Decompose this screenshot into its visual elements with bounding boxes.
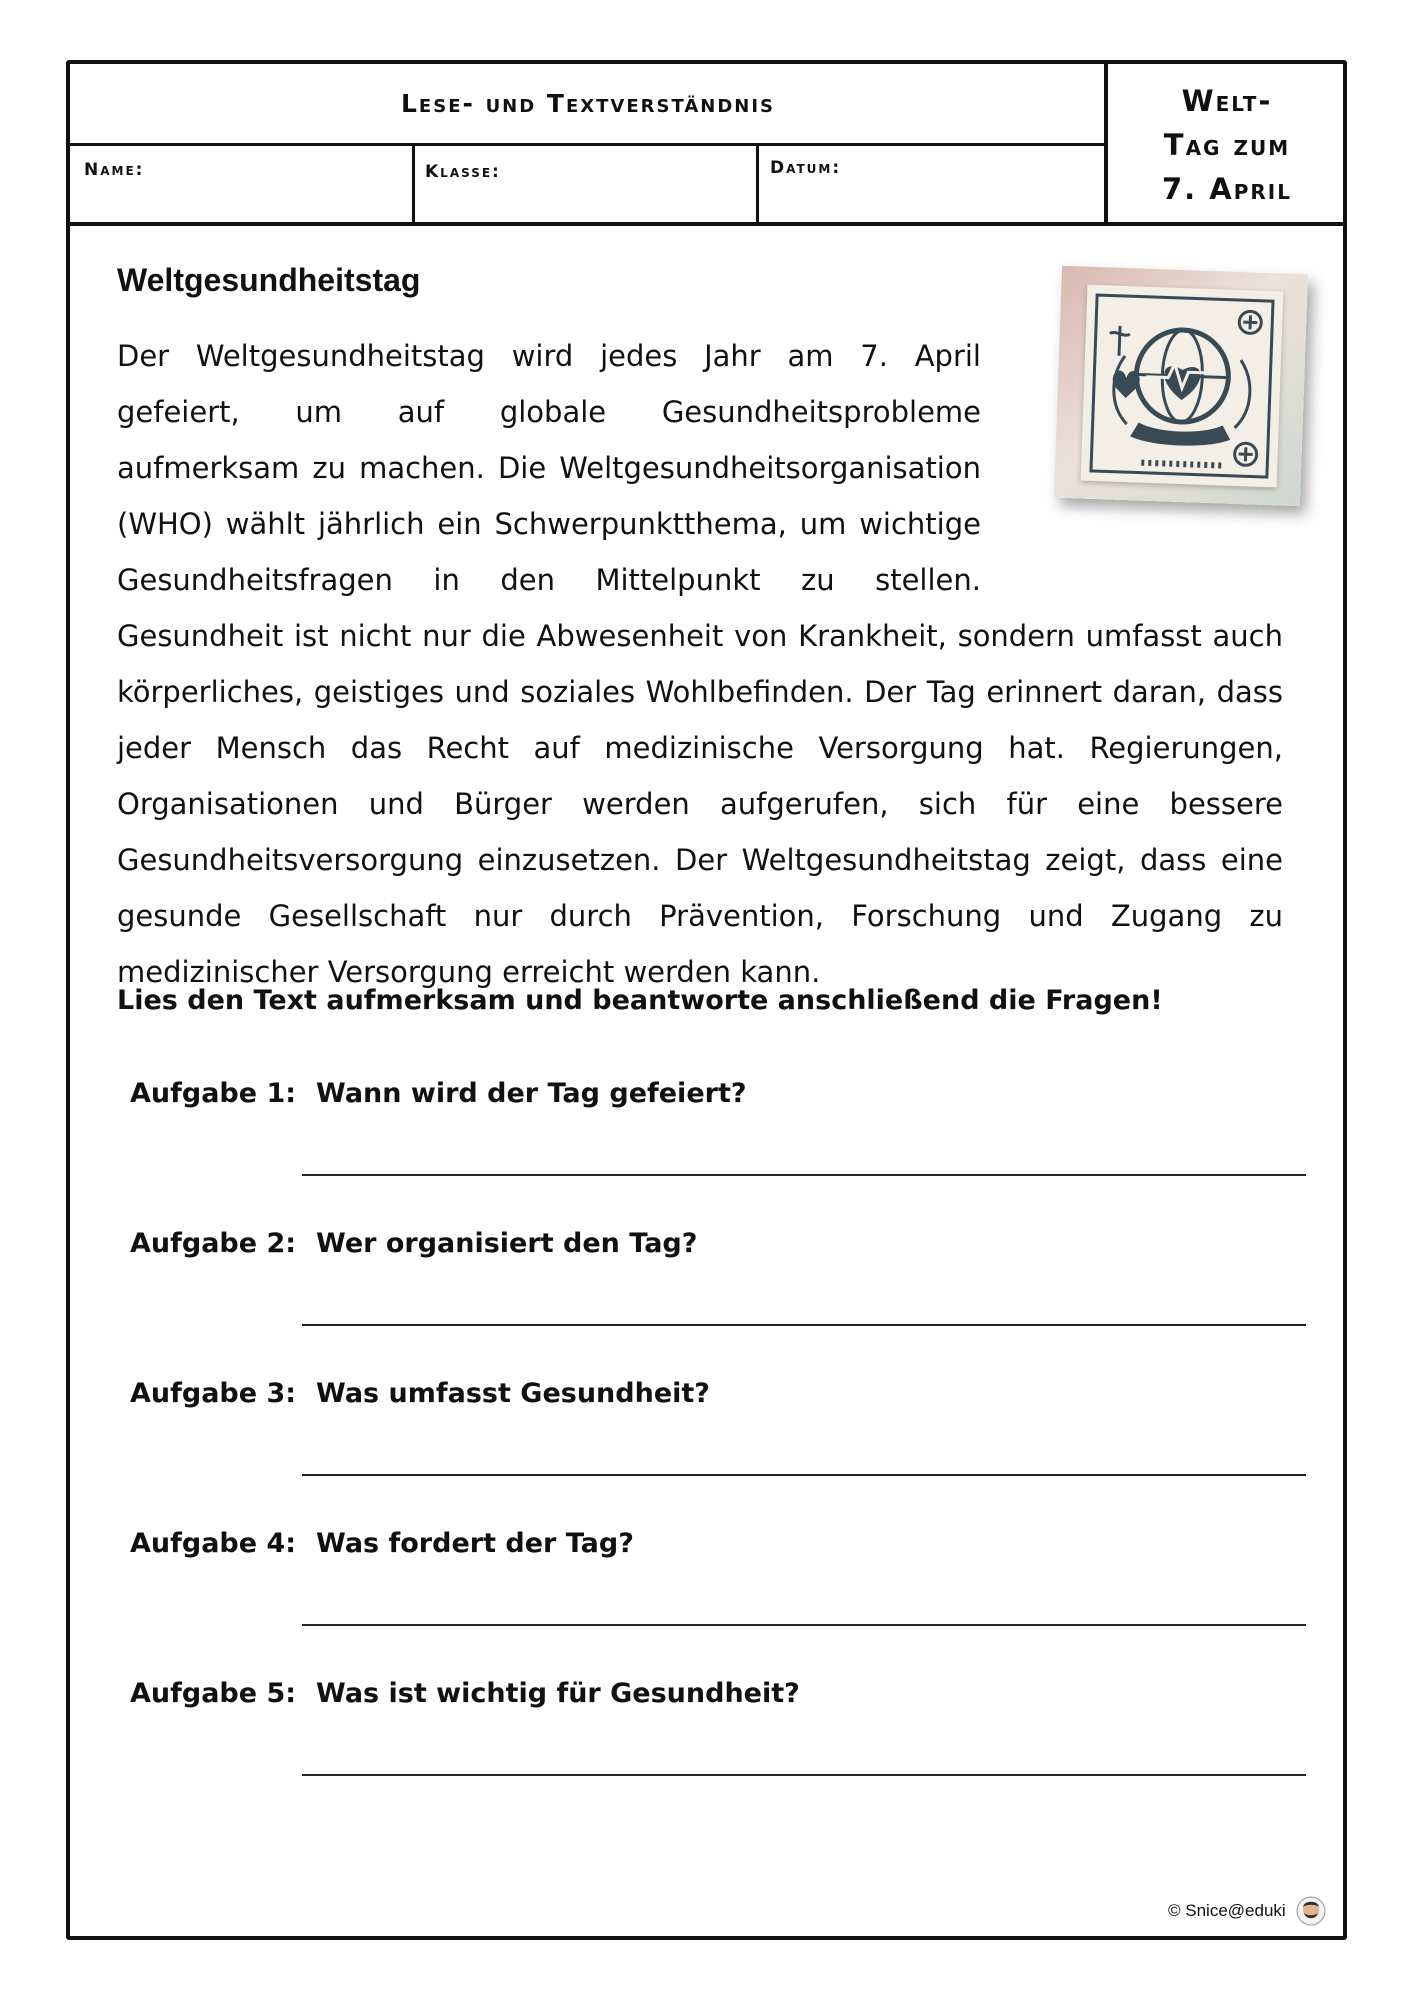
worksheet-title: Lese- und Textverständnis bbox=[401, 88, 775, 118]
world-day-line-1: Welt- bbox=[1181, 84, 1273, 118]
task-question: Was fordert der Tag? bbox=[316, 1528, 634, 1559]
task-label: Aufgabe 1: bbox=[130, 1078, 297, 1109]
field-divider-1 bbox=[412, 145, 415, 224]
task-question: Was ist wichtig für Gesundheit? bbox=[316, 1678, 800, 1709]
world-day-line-2: Tag zum bbox=[1163, 128, 1291, 162]
task-question: Wer organisiert den Tag? bbox=[316, 1228, 698, 1259]
task-label: Aufgabe 5: bbox=[130, 1678, 297, 1709]
klasse-field-label: Klasse: bbox=[425, 162, 501, 182]
task-label: Aufgabe 4: bbox=[130, 1528, 297, 1559]
answer-line[interactable] bbox=[302, 1624, 1306, 1626]
world-day-line-3: 7. April bbox=[1162, 172, 1292, 206]
copyright-notice bbox=[1168, 1896, 1326, 1926]
task-question: Was umfasst Gesundheit? bbox=[316, 1378, 710, 1409]
instruction-text: Lies den Text aufmerksam und beantworte anschließend die Fragen! bbox=[117, 985, 1163, 1016]
task-3 bbox=[130, 1378, 1310, 1418]
author-avatar-icon bbox=[1296, 1896, 1326, 1926]
field-divider-2 bbox=[756, 145, 759, 224]
task-5 bbox=[130, 1678, 1310, 1718]
task-1 bbox=[130, 1078, 1310, 1118]
copyright-text: © Snice@eduki bbox=[1168, 1901, 1286, 1920]
task-label: Aufgabe 3: bbox=[130, 1378, 297, 1409]
datum-field-label: Datum: bbox=[770, 158, 842, 178]
answer-line[interactable] bbox=[302, 1474, 1306, 1476]
article-text-block bbox=[117, 328, 1283, 1000]
task-label: Aufgabe 2: bbox=[130, 1228, 297, 1259]
answer-line[interactable] bbox=[302, 1174, 1306, 1176]
task-question: Wann wird der Tag gefeiert? bbox=[316, 1078, 747, 1109]
task-4 bbox=[130, 1528, 1310, 1568]
article-body: Der Weltgesundheitstag wird jedes Jahr am 7. April gefeiert, um auf globale Gesundheitsprobleme aufmerksam zu machen. Die Weltgesundheitsorganisation (WHO) wählt jährlich ein Schwerpunktthema, um wichtige Gesundheitsfragen in den Mittelpunkt zu stellen. Gesundheit ist nicht nur die Abwesenheit von Krankheit, sondern umfasst auch körperliches, geistiges und soziales Wohlbefinden. Der Tag erinnert daran, dass jeder Mensch das Recht auf medizinische Versorgung hat. Regierungen, Organisationen und Bürger werden aufgerufen, sich für eine bessere Gesundheitsversorgung einzusetzen. Der Weltgesundheitstag zeigt, dass eine gesunde Gesellschaft nur durch Prävention, Forschung und Zugang zu medizinischer Versorgung erreicht werden kann. bbox=[117, 339, 1283, 989]
answer-line[interactable] bbox=[302, 1774, 1306, 1776]
world-day-box bbox=[1108, 70, 1346, 220]
header-bottom-border bbox=[68, 222, 1347, 226]
task-2 bbox=[130, 1228, 1310, 1268]
name-field-label: Name: bbox=[84, 160, 145, 180]
answer-line[interactable] bbox=[302, 1324, 1306, 1326]
picture-wrap-spacer bbox=[981, 328, 1283, 558]
article-title: Weltgesundheitstag bbox=[117, 262, 421, 298]
